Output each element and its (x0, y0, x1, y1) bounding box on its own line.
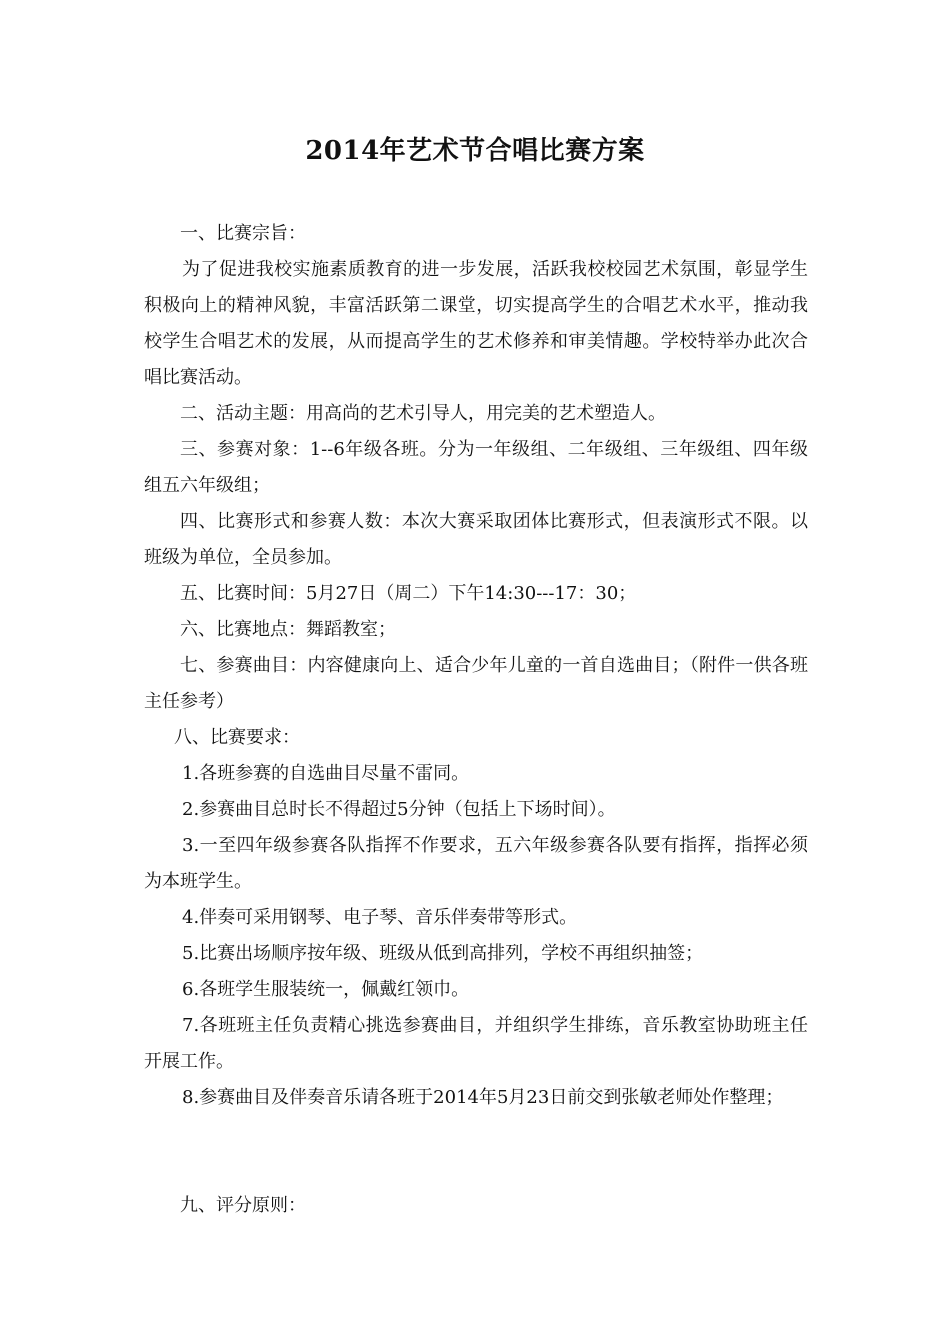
requirement-item-4: 4.伴奏可采用钢琴、电子琴、音乐伴奏带等形式。 (182, 907, 578, 928)
section-heading-scoring: 九、评分原则： (180, 1195, 306, 1216)
section-time: 五、比赛时间：5月27日（周二）下午14:30---17：30； (180, 583, 637, 604)
section-heading-purpose: 一、比赛宗旨： (180, 223, 306, 244)
paragraph-purpose-content: 为了促进我校实施素质教育的进一步发展，活跃我校校园艺术氛围，彰显学生积极向上的精神风貌，丰富活跃第二课堂，切实提高学生的合唱艺术水平，推动我校学生合唱艺术的发展，从而提高学生的艺术修养和审美情趣。学校特举办此次合唱比赛活动。 (144, 259, 808, 388)
section-spacer (144, 1116, 808, 1188)
requirement-item-5: 5.比赛出场顺序按年级、班级从低到高排列，学校不再组织抽签； (182, 943, 704, 964)
section-heading-requirements: 八、比赛要求： (174, 727, 300, 748)
requirement-item-1: 1.各班参赛的自选曲目尽量不雷同。 (182, 763, 470, 784)
requirement-item-8: 8.参赛曲目及伴奏音乐请各班于2014年5月23日前交到张敏老师处作整理； (182, 1087, 784, 1108)
requirement-item-7: 7.各班班主任负责精心挑选参赛曲目，并组织学生排练，音乐教室协助班主任开展工作。 (144, 1015, 808, 1072)
requirement-item-3: 3.一至四年级参赛各队指挥不作要求，五六年级参赛各队要有指挥，指挥必须为本班学生。 (144, 835, 808, 892)
document-title: 2014年艺术节合唱比赛方案 (305, 136, 645, 166)
section-repertoire: 七、参赛曲目：内容健康向上、适合少年儿童的一首自选曲目；（附件一供各班主任参考） (144, 655, 808, 712)
section-location: 六、比赛地点：舞蹈教室； (180, 619, 396, 640)
section-format: 四、比赛形式和参赛人数：本次大赛采取团体比赛形式，但表演形式不限。以班级为单位，全员参加。 (144, 511, 808, 568)
requirement-item-6: 6.各班学生服装统一，佩戴红领巾。 (182, 979, 470, 1000)
requirement-item-2: 2.参赛曲目总时长不得超过5分钟（包括上下场时间）。 (182, 799, 616, 820)
section-theme: 二、活动主题：用高尚的艺术引导人，用完美的艺术塑造人。 (180, 403, 666, 424)
section-participants: 三、参赛对象：1--6年级各班。分为一年级组、二年级组、三年级组、四年级组五六年级组； (144, 439, 808, 496)
document-body (144, 216, 808, 1224)
